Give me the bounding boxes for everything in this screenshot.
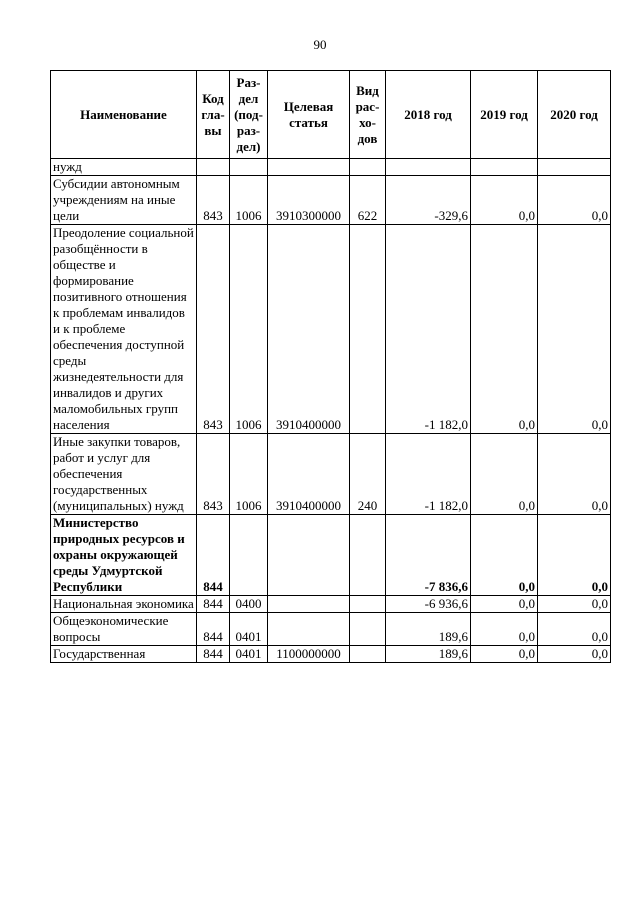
- cell-type: [350, 596, 386, 613]
- cell-2020: 0,0: [538, 515, 611, 596]
- table-row: [51, 613, 611, 646]
- table-row: [51, 646, 611, 663]
- header-type: Вид рас- хо- дов: [350, 71, 386, 159]
- cell-2020: 0,0: [538, 176, 611, 225]
- cell-name: Министерство природных ресурсов и охраны окружающей среды Удмуртской Республики: [51, 515, 197, 596]
- cell-code: 844: [197, 515, 230, 596]
- cell-code: 844: [197, 613, 230, 646]
- cell-code: [197, 159, 230, 176]
- cell-code: 844: [197, 646, 230, 663]
- cell-2019: [471, 159, 538, 176]
- cell-2019: 0,0: [471, 613, 538, 646]
- cell-type: 240: [350, 434, 386, 515]
- cell-2020: 0,0: [538, 596, 611, 613]
- cell-type: [350, 646, 386, 663]
- cell-section: 0401: [230, 613, 268, 646]
- header-2019: 2019 год: [471, 71, 538, 159]
- cell-section: 1006: [230, 225, 268, 434]
- table-body: [51, 159, 611, 663]
- table-row: [51, 176, 611, 225]
- cell-2018: -6 936,6: [386, 596, 471, 613]
- cell-name: Преодоление социальной разобщённости в обществе и формирование позитивного отношения к проблемам инвалидов и к проблеме обеспечения доступной среды жизнедеятельности для инвалидов и других маломобильных групп населения: [51, 225, 197, 434]
- cell-2018: 189,6: [386, 646, 471, 663]
- cell-2020: 0,0: [538, 225, 611, 434]
- cell-code: 843: [197, 434, 230, 515]
- header-section: Раз- дел (под- раз- дел): [230, 71, 268, 159]
- cell-2020: 0,0: [538, 434, 611, 515]
- cell-type: [350, 225, 386, 434]
- cell-section: [230, 159, 268, 176]
- cell-section: 1006: [230, 434, 268, 515]
- cell-type: [350, 159, 386, 176]
- cell-target: 1100000000: [268, 646, 350, 663]
- cell-code: 844: [197, 596, 230, 613]
- cell-name: Государственная: [51, 646, 197, 663]
- cell-section: 0401: [230, 646, 268, 663]
- cell-2020: [538, 159, 611, 176]
- cell-name: Общеэкономические вопросы: [51, 613, 197, 646]
- header-name: Наименование: [51, 71, 197, 159]
- header-target: Целевая статья: [268, 71, 350, 159]
- cell-2018: -1 182,0: [386, 434, 471, 515]
- page-number: 90: [313, 37, 327, 52]
- cell-2018: -1 182,0: [386, 225, 471, 434]
- cell-2020: 0,0: [538, 646, 611, 663]
- cell-2019: 0,0: [471, 596, 538, 613]
- cell-2018: [386, 159, 471, 176]
- table-row: [51, 225, 611, 434]
- cell-target: 3910400000: [268, 434, 350, 515]
- cell-2019: 0,0: [471, 515, 538, 596]
- cell-name: Субсидии автономным учреждениям на иные цели: [51, 176, 197, 225]
- table-row: [51, 515, 611, 596]
- cell-2019: 0,0: [471, 646, 538, 663]
- cell-2020: 0,0: [538, 613, 611, 646]
- cell-section: [230, 515, 268, 596]
- cell-type: [350, 613, 386, 646]
- cell-target: 3910400000: [268, 225, 350, 434]
- cell-section: 1006: [230, 176, 268, 225]
- cell-2018: 189,6: [386, 613, 471, 646]
- table-row: [51, 434, 611, 515]
- budget-table: [50, 70, 611, 663]
- cell-2018: -329,6: [386, 176, 471, 225]
- cell-target: 3910300000: [268, 176, 350, 225]
- header-2018: 2018 год: [386, 71, 471, 159]
- header-row: [51, 71, 611, 159]
- cell-target: [268, 515, 350, 596]
- cell-name: Иные закупки товаров, работ и услуг для обеспечения государственных (муниципальных) нужд: [51, 434, 197, 515]
- cell-target: [268, 613, 350, 646]
- cell-type: [350, 515, 386, 596]
- cell-name: Национальная экономика: [51, 596, 197, 613]
- cell-2019: 0,0: [471, 434, 538, 515]
- table-row: [51, 596, 611, 613]
- header-2020: 2020 год: [538, 71, 611, 159]
- cell-target: [268, 596, 350, 613]
- cell-code: 843: [197, 225, 230, 434]
- header-code: Код гла- вы: [197, 71, 230, 159]
- cell-section: 0400: [230, 596, 268, 613]
- cell-name: нужд: [51, 159, 197, 176]
- table-row: [51, 159, 611, 176]
- cell-2019: 0,0: [471, 225, 538, 434]
- cell-2019: 0,0: [471, 176, 538, 225]
- cell-2018: -7 836,6: [386, 515, 471, 596]
- cell-type: 622: [350, 176, 386, 225]
- cell-target: [268, 159, 350, 176]
- cell-code: 843: [197, 176, 230, 225]
